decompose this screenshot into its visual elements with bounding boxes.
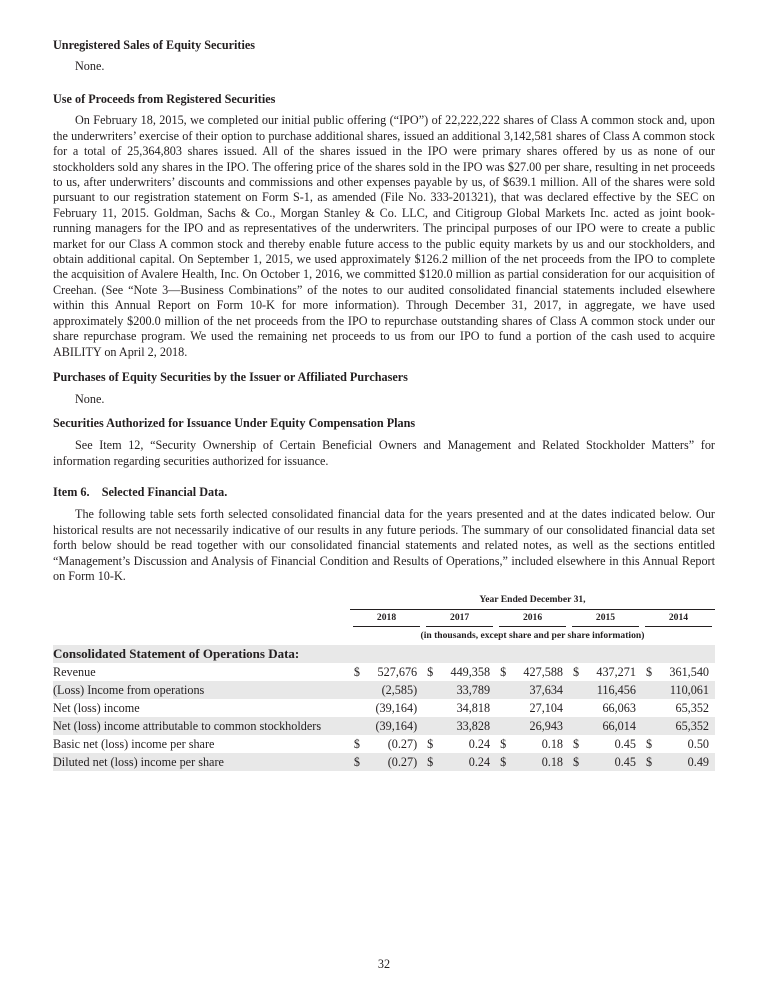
heading-purchases: Purchases of Equity Securities by the Issuer or Affiliated Purchasers <box>53 370 408 384</box>
table-units-row <box>53 627 715 645</box>
year-col-2016: 2016 <box>496 609 569 627</box>
body-securities-authorized: See Item 12, “Security Ownership of Certain Beneficial Owners and Management and Related Stockholder Matters” for information regarding securities authorized for issuance. <box>53 438 715 468</box>
table-row: Net (loss) income attributable to common stockholders (39,164) 33,828 26,943 66,014 65,352 <box>53 717 715 735</box>
year-col-2015: 2015 <box>569 609 642 627</box>
section-securities-authorized <box>53 416 715 469</box>
year-col-2014: 2014 <box>642 609 715 627</box>
section-item6 <box>53 485 715 584</box>
period-header: Year Ended December 31, <box>479 593 586 605</box>
page-number: 32 <box>377 957 391 971</box>
table-years-row <box>53 609 715 627</box>
table-row: (Loss) Income from operations (2,585) 33,789 37,634 116,456 110,061 <box>53 681 715 699</box>
body-unregistered-sales: None. <box>75 59 105 74</box>
row-label: Diluted net (loss) income per share <box>53 753 350 771</box>
body-purchases: None. <box>75 392 105 407</box>
table-row: Net (loss) income (39,164) 34,818 27,104 66,063 65,352 <box>53 701 709 715</box>
section-unregistered-sales <box>53 38 715 75</box>
heading-securities-authorized: Securities Authorized for Issuance Under Equity Compensation Plans <box>53 416 416 430</box>
section-use-of-proceeds <box>53 92 715 360</box>
year-col-2017: 2017 <box>423 609 496 627</box>
units-note: (in thousands, except share and per share information) <box>420 630 645 641</box>
heading-unregistered-sales: Unregistered Sales of Equity Securities <box>53 38 255 52</box>
table-section-row <box>53 645 715 663</box>
body-item6: The following table sets forth selected consolidated financial data for the years presented and at the dates indicated below. Our historical results are not necessarily indicative of our results in any future periods. The summary of our consolidated financial data set forth below should be read together with our consolidated financial statements and related notes, as well as the sections entitled “Management’s Discussion and Analysis of Financial Condition and Results of Operations,” included elsewhere in this Annual Report on Form 10-K. <box>53 507 715 584</box>
selected-financial-data-table <box>53 591 715 771</box>
row-label: Net (loss) income attributable to common stockholders <box>53 717 350 735</box>
section-label: Consolidated Statement of Operations Data: <box>53 645 715 663</box>
section-purchases <box>53 370 715 408</box>
table-row: Revenue $ 527,676 $ 449,358 $ 427,588 $ 437,271 $ 361,540 <box>53 665 709 679</box>
row-label: Net (loss) income <box>53 701 140 715</box>
year-col-2018: 2018 <box>350 609 423 627</box>
row-label: Revenue <box>53 665 96 679</box>
row-label: Basic net (loss) income per share <box>53 737 215 751</box>
table-row: Diluted net (loss) income per share $ (0.27) $ 0.24 $ 0.18 $ 0.45 $ 0.49 <box>53 753 715 771</box>
body-use-of-proceeds: On February 18, 2015, we completed our initial public offering (“IPO”) of 22,222,222 shares of Class A common stock and, upon the underwriters’ exercise of their option to purchase additional shares, issued an additional 3,142,581 shares of Class A common stock for a total of 25,364,803 shares issued. All of the shares issued in the IPO were primary shares offered by us as none of our stockholders sold any shares in the IPO. The offering price of the shares sold in the IPO was $27.00 per share, resulting in net proceeds to us, after underwriters’ discounts and commissions and other expenses payable by us, of $639.1 million. All of the shares were sold pursuant to our registration statement on Form S-1, as amended (File No. 333-201321), that was declared effective by the SEC on February 11, 2015. Goldman, Sachs & Co., Morgan Stanley & Co. LLC, and Citigroup Global Markets Inc. acted as joint book-running managers for the IPO and as representatives of the underwriters. The principal purposes of our IPO were to create a public market for our Class A common stock and thereby enable future access to the public equity markets by us and our stockholders, and obtain additional capital. On September 1, 2015, we used approximately $126.2 million of the net proceeds from the IPO to complete the acquisition of Avalere Health, Inc. On October 1, 2016, we committed $120.0 million as partial consideration for our acquisition of Creehan. (See “Note 3—Business Combinations” of the notes to our audited consolidated financial statements included elsewhere within this Annual Report on Form 10-K for more information). Through December 31, 2017, in aggregate, we have used approximately $200.0 million of the net proceeds from the IPO to repurchase outstanding shares of Class A common stock under our share repurchase program. We used the remaining net proceeds to us from our IPO to fund a portion of the cash used to acquire ABILITY on April 2, 2018. <box>53 113 715 359</box>
table-row: Basic net (loss) income per share $ (0.27) $ 0.24 $ 0.18 $ 0.45 $ 0.50 <box>53 737 709 751</box>
heading-item6: Item 6. Selected Financial Data. <box>53 485 228 499</box>
heading-use-of-proceeds: Use of Proceeds from Registered Securities <box>53 92 276 106</box>
row-label: (Loss) Income from operations <box>53 681 350 699</box>
table-period-header-row <box>53 591 715 609</box>
